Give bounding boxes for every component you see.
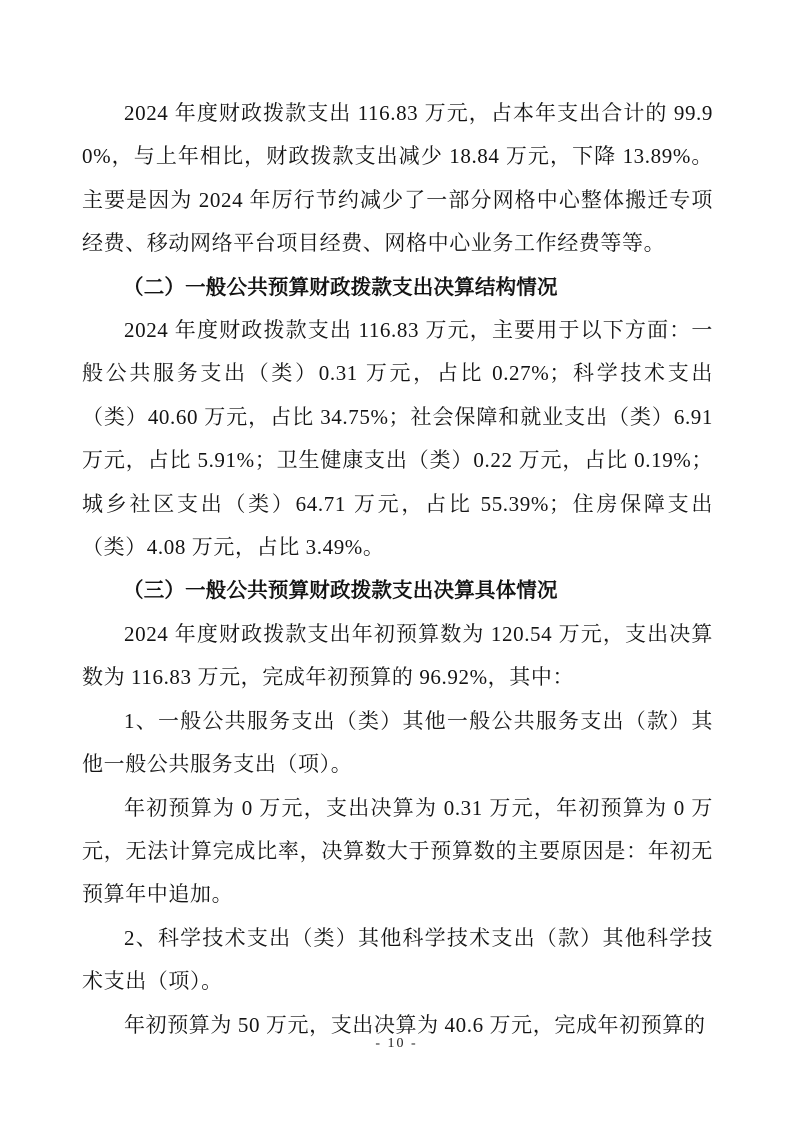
document-body (82, 92, 713, 1047)
page-number: - 10 - (375, 1036, 418, 1051)
paragraph-item-2-science-technology: 2、科学技术支出（类）其他科学技术支出（款）其他科学技术支出（项）。 (82, 925, 713, 994)
paragraph-expenditure-structure-detail: 2024 年度财政拨款支出 116.83 万元，主要用于以下方面：一般公共服务支出（类）0.31 万元，占比 0.27%；科学技术支出（类）40.60 万元，占比 34.75%；社会保障和就业支出（类）6.91 万元，占比 5.91%；卫生健康支出（类）0.22 万元，占比 0.19%；城乡社区支出（类）64.71 万元，占比 55.39%；住房保障支出（类）4.08 万元，占比 3.49%。 (82, 318, 713, 560)
section-heading-2-expenditure-structure: （二）一般公共预算财政拨款支出决算结构情况 (123, 275, 558, 299)
paragraph-item-2-budget-detail: 年初预算为 50 万元，支出决算为 40.6 万元，完成年初预算的 (124, 1012, 706, 1037)
paragraph-budget-vs-final: 2024 年度财政拨款支出年初预算数为 120.54 万元，支出决算数为 116.83 万元，完成年初预算的 96.92%，其中： (82, 621, 713, 690)
paragraph-item-1-general-public-services: 1、一般公共服务支出（类）其他一般公共服务支出（款）其他一般公共服务支出（项）。 (82, 708, 713, 777)
paragraph-item-1-budget-detail: 年初预算为 0 万元，支出决算为 0.31 万元，年初预算为 0 万元，无法计算完成比率，决算数大于预算数的主要原因是：年初无预算年中追加。 (82, 795, 713, 907)
section-heading-3-expenditure-specifics: （三）一般公共预算财政拨款支出决算具体情况 (123, 579, 558, 603)
paragraph-fiscal-expenditure-summary: 2024 年度财政拨款支出 116.83 万元，占本年支出合计的 99.90%，与上年相比，财政拨款支出减少 18.84 万元，下降 13.89%。主要是因为 2024 年厉行节约减少了一部分网格中心整体搬迁专项经费、移动网络平台项目经费、网格中心业务工作经费等等。 (82, 101, 713, 256)
